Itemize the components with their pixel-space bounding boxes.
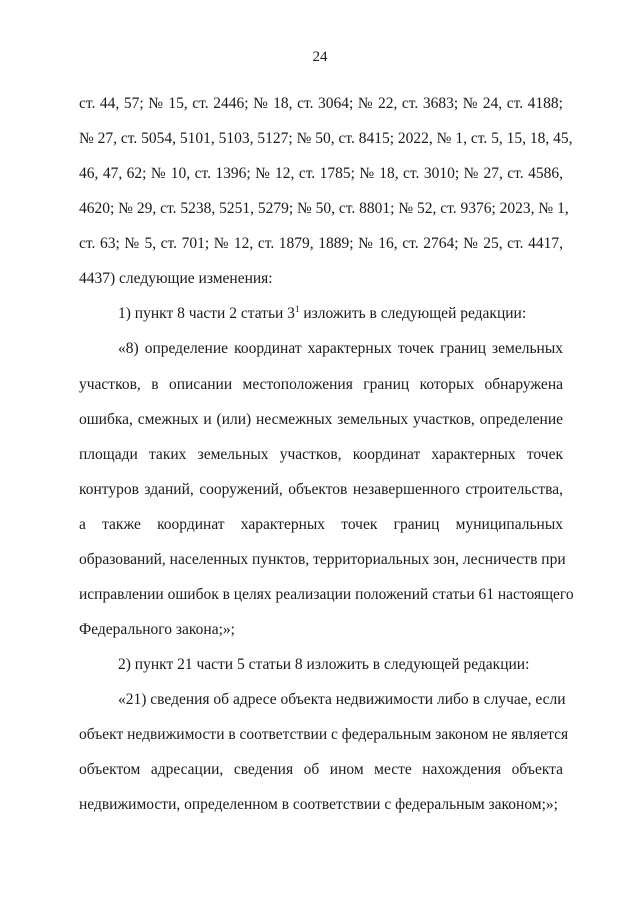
item1-text-line: контуров зданий, сооружений, объектов незавершенного строительства, [79, 481, 563, 498]
item2-heading: 2) пункт 21 части 5 статьи 8 изложить в следующей редакции: [118, 656, 530, 673]
item1-text-line: участков, в описании местоположения границ которых обнаружена [79, 376, 563, 393]
text-line: ст. 63; № 5, ст. 701; № 12, ст. 1879, 1889; № 16, ст. 2764; № 25, ст. 4417, [79, 235, 563, 252]
text-line: ст. 44, 57; № 15, ст. 2446; № 18, ст. 3064; № 22, ст. 3683; № 24, ст. 4188; [79, 95, 563, 112]
item1-text-line: исправлении ошибок в целях реализации положений статьи 61 настоящего [79, 586, 574, 603]
text-line: № 27, ст. 5054, 5101, 5103, 5127; № 50, ст. 8415; 2022, № 1, ст. 5, 15, 18, 45, [79, 130, 573, 147]
item1-text-line: а также координат характерных точек границ муниципальных [79, 516, 563, 533]
text-line: 46, 47, 62; № 10, ст. 1396; № 12, ст. 1785; № 18, ст. 3010; № 27, ст. 4586, [79, 165, 563, 182]
item1-heading-superscript: 1 [294, 304, 300, 314]
item1-heading-after: изложить в следующей редакции: [299, 305, 527, 322]
page-number: 24 [312, 49, 328, 65]
item1-text-line: Федерального закона;»; [79, 621, 235, 638]
item2-text-line: «21) сведения об адресе объекта недвижимости либо в случае, если [118, 691, 566, 708]
text-line: 4437) следующие изменения: [79, 270, 273, 287]
item1-text-line: «8) определение координат характерных точек границ земельных [118, 340, 563, 357]
item1-heading [118, 304, 563, 324]
text-line: 4620; № 29, ст. 5238, 5251, 5279; № 50, ст. 8801; № 52, ст. 9376; 2023, № 1, [79, 200, 569, 217]
item2-text-line: недвижимости, определенном в соответствии с федеральным законом;»; [79, 796, 558, 813]
item2-text-line: объектом адресации, сведения об ином месте нахождения объекта [79, 761, 563, 778]
item1-heading-before: 1) пункт 8 части 2 статьи 3 [118, 305, 295, 322]
item1-text-line: площади таких земельных участков, координат характерных точек [79, 446, 563, 463]
item1-text-line: ошибка, смежных и (или) несмежных земельных участков, определение [79, 411, 563, 428]
item2-text-line: объект недвижимости в соответствии с федеральным законом не является [79, 726, 569, 743]
item1-text-line: образований, населенных пунктов, территориальных зон, лесничеств при [79, 551, 566, 568]
